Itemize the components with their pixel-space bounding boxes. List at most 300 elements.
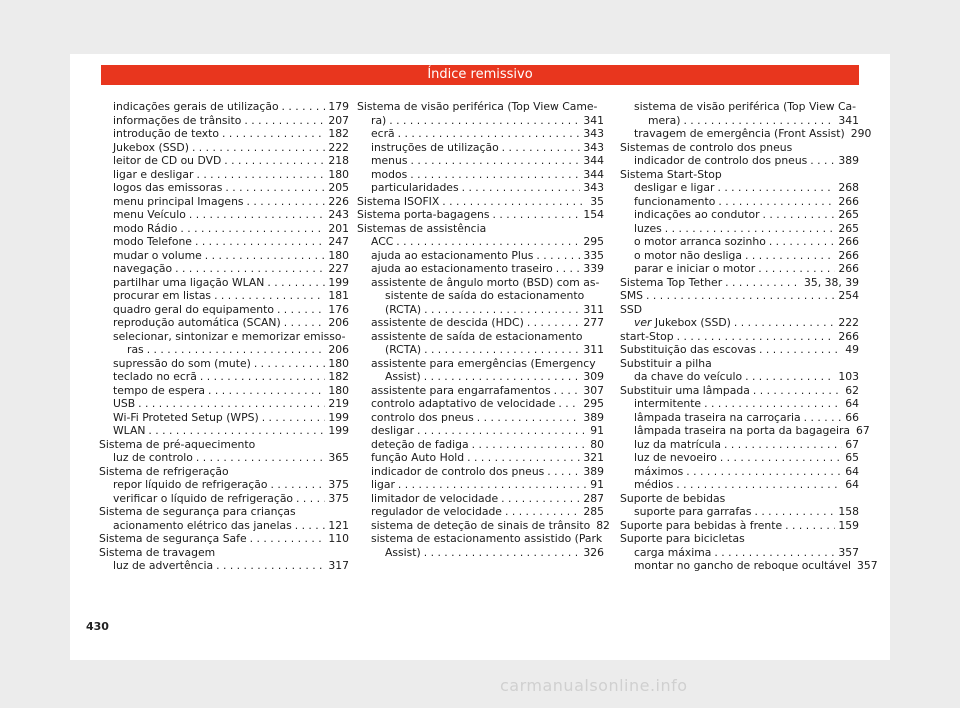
dot-leader — [270, 478, 325, 492]
index-entry — [99, 262, 349, 276]
index-entry — [357, 154, 604, 168]
dot-leader — [714, 546, 835, 560]
index-entry-page: 339 — [583, 262, 604, 275]
index-entry — [620, 384, 859, 398]
index-entry — [620, 559, 878, 573]
index-entry — [357, 195, 604, 209]
index-entry — [357, 249, 604, 263]
index-entry-page: 266 — [838, 329, 859, 343]
index-entry-page: 266 — [838, 235, 859, 248]
index-entry-page: 181 — [328, 289, 349, 302]
index-entry-page: 321 — [583, 451, 604, 464]
index-entry — [99, 208, 349, 222]
dot-leader — [745, 249, 835, 263]
index-entry-page: 335 — [583, 248, 604, 262]
index-entry — [357, 465, 604, 479]
dot-leader — [753, 384, 842, 398]
index-entry — [99, 222, 349, 236]
index-entry — [620, 100, 859, 114]
index-entry — [620, 235, 859, 249]
index-entry-page: 207 — [328, 113, 349, 127]
index-entry — [620, 343, 859, 357]
index-entry — [357, 397, 604, 411]
index-entry-term: Sistema de travagem — [99, 545, 216, 559]
dot-leader — [442, 195, 587, 209]
index-entry-page: 287 — [583, 491, 604, 505]
dot-leader — [763, 208, 836, 222]
index-entry — [357, 181, 604, 195]
index-entry-term: ajuda ao estacionamento Plus — [371, 248, 534, 262]
index-entry-term: Sistema ISOFIX — [357, 194, 440, 208]
index-entry-page: 176 — [328, 302, 349, 316]
index-entry-term: da chave do veículo — [634, 370, 743, 383]
index-entry-page: 389 — [838, 154, 859, 167]
index-entry-term: ras — [127, 343, 144, 356]
dot-leader — [501, 492, 580, 506]
index-entry-page: 290 — [850, 127, 872, 140]
index-column-2 — [357, 100, 610, 559]
index-entry — [357, 424, 604, 438]
index-entry-term: informações de trânsito — [113, 113, 242, 127]
index-entry-page: 389 — [583, 410, 604, 424]
index-entry — [99, 249, 349, 263]
index-entry — [620, 411, 859, 425]
dot-leader — [424, 303, 580, 317]
index-entry-page: 341 — [838, 113, 859, 127]
index-entry-page: 82 — [596, 518, 610, 532]
dot-leader — [250, 532, 326, 546]
index-entry — [99, 303, 349, 317]
dot-leader — [224, 154, 325, 168]
index-entry-page: 49 — [845, 343, 859, 356]
dot-leader — [554, 384, 581, 398]
dot-leader — [718, 195, 835, 209]
index-entry-page: 375 — [328, 478, 349, 491]
index-entry-page: 357 — [838, 545, 859, 559]
index-entry — [357, 438, 604, 452]
index-entry — [99, 465, 349, 479]
index-entry-term: indicador de controlo dos pneus — [371, 464, 545, 478]
index-entry-page: 182 — [328, 370, 349, 383]
index-entry — [357, 168, 604, 182]
index-entry — [620, 370, 859, 384]
index-entry-page: 343 — [583, 140, 604, 154]
index-entry — [620, 438, 859, 452]
index-entry — [99, 316, 349, 330]
index-entry-term: supressão do som (mute) — [113, 356, 251, 370]
index-entry — [620, 316, 859, 330]
index-entry-page: 265 — [838, 208, 859, 221]
index-entry — [620, 127, 872, 141]
dot-leader — [216, 559, 325, 573]
dot-leader — [282, 100, 326, 114]
index-entry-page: 201 — [328, 221, 349, 235]
index-entry-term: ajuda ao estacionamento traseiro — [371, 262, 553, 275]
index-entry-term: reprodução automática (SCAN) — [113, 316, 281, 329]
index-entry-page: 285 — [583, 505, 604, 518]
index-entry-term: intermitente — [634, 397, 702, 410]
index-entry — [99, 127, 349, 141]
index-entry-term: modo Telefone — [113, 235, 192, 248]
index-entry — [620, 289, 859, 303]
index-entry-term: Suporte de bebidas — [620, 491, 726, 505]
index-entry — [620, 154, 859, 168]
dot-leader — [677, 330, 836, 344]
index-entry — [99, 276, 349, 290]
index-entry-page: 35 — [590, 194, 604, 208]
index-entry — [99, 505, 349, 519]
index-entry — [620, 465, 859, 479]
dot-leader — [424, 370, 581, 384]
index-entry — [99, 451, 349, 465]
index-entry-page: 222 — [838, 316, 859, 329]
index-entry-page: 326 — [583, 545, 604, 559]
dot-leader — [192, 141, 325, 155]
index-entry-page: 103 — [838, 370, 859, 383]
index-entry — [99, 343, 349, 357]
index-entry — [99, 100, 349, 114]
index-entry-page: 62 — [845, 383, 859, 397]
dot-leader — [646, 289, 835, 303]
index-entry-term: carga máxima — [634, 545, 712, 559]
index-entry — [99, 424, 349, 438]
index-entry — [99, 438, 349, 452]
index-entry-term: ver Jukebox (SSD) — [634, 316, 731, 329]
dot-leader — [785, 519, 835, 533]
index-entry-term: ligar — [371, 478, 395, 491]
index-entry-term: lâmpada traseira na carroçaria — [634, 410, 801, 424]
dot-leader — [247, 195, 326, 209]
index-entry-term: particularidades — [371, 181, 459, 194]
index-entry-term: assistente de descida (HDC) — [371, 316, 524, 329]
dot-leader — [547, 465, 580, 479]
index-entry-page: 266 — [838, 262, 859, 275]
index-entry-term: Suporte para bebidas à frente — [620, 518, 783, 532]
index-entry-term: acionamento elétrico das janelas — [113, 518, 292, 532]
index-entry — [357, 451, 604, 465]
index-entry-term: (RCTA) — [385, 302, 422, 316]
index-entry-term: montar no gancho de reboque ocultável — [634, 559, 851, 572]
index-entry-term: SSD — [620, 302, 643, 316]
index-entry-term: start-Stop — [620, 329, 674, 343]
index-entry — [620, 276, 859, 290]
index-entry-term: leitor de CD ou DVD — [113, 154, 222, 167]
index-entry-term: verificar o líquido de refrigeração — [113, 491, 294, 505]
index-entry-term: Sistema de visão periférica (Top View Came- — [357, 100, 598, 113]
index-entry-term: SMS — [620, 289, 644, 302]
index-entry — [99, 519, 349, 533]
dot-leader — [558, 397, 580, 411]
index-entry-term: (RCTA) — [385, 343, 422, 356]
index-entry-term: luz de controlo — [113, 451, 193, 464]
dot-leader — [296, 492, 325, 506]
index-entry — [357, 289, 604, 303]
dot-leader — [398, 478, 587, 492]
index-entry-page: 247 — [328, 235, 349, 248]
index-entry-page: 180 — [328, 248, 349, 262]
index-entry-page: 266 — [838, 194, 859, 208]
dot-leader — [424, 343, 580, 357]
index-entry-term: assistente para engarrafamentos — [371, 383, 551, 397]
index-entry-term: procurar em listas — [113, 289, 212, 302]
index-entry — [620, 546, 859, 560]
index-entry-page: 159 — [838, 518, 859, 532]
dot-leader — [556, 262, 581, 276]
index-entry-term: Suporte para bicicletas — [620, 532, 745, 545]
dot-leader — [277, 303, 325, 317]
page-title: Índice remissivo — [101, 65, 859, 85]
dot-leader — [410, 168, 580, 182]
index-entry-term: Wi-Fi Proteted Setup (WPS) — [113, 410, 259, 424]
index-entry-page: 179 — [328, 100, 349, 113]
index-entry-term: modo Rádio — [113, 221, 178, 235]
index-entry-term: Sistema de segurança Safe — [99, 532, 247, 545]
dot-leader — [147, 343, 326, 357]
index-entry — [620, 357, 859, 371]
index-entry-page: 80 — [590, 437, 604, 451]
index-entry-page: 226 — [328, 194, 349, 208]
index-entry — [357, 384, 604, 398]
index-entry-term: máximos — [634, 464, 684, 478]
index-entry — [357, 316, 604, 330]
index-entry — [620, 114, 859, 128]
index-entry — [357, 343, 604, 357]
dot-leader — [720, 451, 842, 465]
index-entry — [99, 532, 349, 546]
index-entry-term: médios — [634, 478, 674, 491]
index-entry-page: 158 — [838, 505, 859, 518]
dot-leader — [262, 411, 326, 425]
index-entry-term: Substituir a pilha — [620, 356, 712, 370]
index-entry-term: menus — [371, 154, 408, 167]
index-entry-page: 307 — [583, 383, 604, 397]
index-entry-page: 218 — [328, 154, 349, 167]
index-entry-page: 66 — [845, 410, 859, 424]
index-entry-page: 180 — [328, 167, 349, 181]
footer-watermark: carmanualsonline.info — [500, 676, 688, 695]
index-entry — [357, 505, 604, 519]
dot-leader — [396, 235, 580, 249]
dot-leader — [804, 411, 843, 425]
index-entry-term: sistema de deteção de sinais de trânsito — [371, 518, 591, 532]
index-entry-page: 64 — [845, 397, 859, 410]
dot-leader — [417, 424, 587, 438]
index-entry-term: tempo de espera — [113, 383, 206, 397]
index-entry — [357, 100, 604, 114]
dot-leader — [462, 181, 581, 195]
index-entry-term: Sistema Start-Stop — [620, 167, 722, 181]
index-entry-term: Sistema de refrigeração — [99, 464, 229, 478]
index-entry — [620, 222, 859, 236]
dot-leader — [195, 235, 325, 249]
index-entry-page: 375 — [328, 491, 349, 505]
index-entry-page: 389 — [583, 464, 604, 478]
index-entry-term: selecionar, sintonizar e memorizar emisso- — [113, 329, 346, 343]
index-entry — [99, 154, 349, 168]
index-entry — [357, 532, 604, 546]
index-entry — [99, 181, 349, 195]
index-entry — [99, 141, 349, 155]
index-entry-term: o motor não desliga — [634, 248, 742, 262]
index-entry — [99, 559, 349, 573]
index-entry-page: 295 — [583, 235, 604, 248]
index-entry — [620, 505, 859, 519]
dot-leader — [225, 181, 325, 195]
index-entry-term: sistema de visão periférica (Top View Ca- — [634, 100, 857, 113]
dot-leader — [477, 411, 581, 425]
dot-leader — [676, 478, 842, 492]
index-entry — [620, 478, 859, 492]
index-entry-term: repor líquido de refrigeração — [113, 478, 268, 491]
index-entry — [357, 235, 604, 249]
index-entry — [620, 195, 859, 209]
index-entry — [357, 262, 604, 276]
index-entry-term: assistente de saída de estacionamento — [371, 329, 583, 343]
index-entry-term: indicador de controlo dos pneus — [634, 154, 808, 167]
index-entry-term: Sistema porta-bagagens — [357, 208, 490, 221]
dot-leader — [810, 154, 835, 168]
index-entry-term: ra) — [371, 113, 387, 127]
dot-leader — [759, 343, 842, 357]
dot-leader — [734, 316, 836, 330]
dot-leader — [505, 505, 580, 519]
index-entry — [357, 357, 604, 371]
index-entry-page: 266 — [838, 248, 859, 262]
index-entry-page: 91 — [590, 424, 604, 437]
index-entry — [357, 478, 604, 492]
index-entry — [99, 289, 349, 303]
dot-leader — [208, 384, 325, 398]
index-entry — [99, 370, 349, 384]
index-entry-term: deteção de fadiga — [371, 437, 469, 451]
index-entry-page: 91 — [590, 478, 604, 491]
index-entry — [620, 424, 870, 438]
dot-leader — [686, 465, 842, 479]
index-entry-page: 311 — [583, 302, 604, 316]
index-entry-page: 254 — [838, 289, 859, 302]
index-entry-term: indicações gerais de utilização — [113, 100, 279, 113]
index-entry — [99, 195, 349, 209]
index-entry — [620, 181, 859, 195]
index-entry-page: 317 — [328, 559, 349, 572]
index-entry-term: modos — [371, 167, 408, 181]
index-entry-term: Assist) — [385, 370, 421, 383]
dot-leader — [758, 262, 835, 276]
index-entry-page: 227 — [328, 262, 349, 275]
index-entry-term: suporte para garrafas — [634, 505, 752, 518]
dot-leader — [148, 424, 325, 438]
dot-leader — [214, 289, 325, 303]
index-entry — [620, 492, 859, 506]
index-entry — [357, 330, 604, 344]
dot-leader — [175, 262, 325, 276]
index-entry — [620, 168, 859, 182]
dot-leader — [205, 249, 326, 263]
dot-leader — [745, 370, 835, 384]
index-entry — [357, 411, 604, 425]
index-entry-page: 265 — [838, 221, 859, 235]
index-entry-page: 219 — [328, 397, 349, 410]
index-entry — [620, 249, 859, 263]
index-entry-term: o motor arranca sozinho — [634, 235, 766, 248]
index-entry — [357, 141, 604, 155]
index-entry-page: 35, 38, 39 — [804, 275, 859, 289]
index-entry-term: WLAN — [113, 424, 146, 437]
index-entry-term: ecrã — [371, 127, 395, 140]
index-entry — [357, 546, 604, 560]
index-entry-page: 277 — [583, 316, 604, 329]
index-entry-term: Sistema de pré-aquecimento — [99, 437, 256, 451]
dot-leader — [472, 438, 588, 452]
dot-leader — [295, 519, 326, 533]
index-entry — [99, 168, 349, 182]
index-entry-page: 311 — [583, 343, 604, 356]
index-entry — [620, 208, 859, 222]
index-entry — [357, 114, 604, 128]
index-entry-page: 199 — [328, 424, 349, 437]
index-entry-term: desligar e ligar — [634, 181, 715, 194]
dot-leader — [725, 276, 801, 290]
index-entry — [357, 492, 604, 506]
index-entry-term: assistente de ângulo morto (BSD) com as- — [371, 275, 600, 289]
index-entry-term: Jukebox (SSD) — [113, 140, 189, 154]
index-entry-term: ligar e desligar — [113, 167, 194, 181]
index-entry — [99, 384, 349, 398]
index-entry-page: 67 — [856, 424, 870, 437]
index-entry-term: funcionamento — [634, 194, 716, 208]
dot-leader — [683, 114, 835, 128]
dot-leader — [284, 316, 326, 330]
index-entry-term: limitador de velocidade — [371, 491, 499, 505]
dot-leader — [769, 235, 836, 249]
dot-leader — [410, 154, 580, 168]
index-entry — [620, 262, 859, 276]
index-entry-page: 67 — [845, 437, 859, 451]
index-entry-term: luz da matrícula — [634, 437, 722, 451]
index-entry-term: Assist) — [385, 545, 421, 559]
index-entry — [99, 397, 349, 411]
index-entry-term: luzes — [634, 221, 662, 235]
dot-leader — [180, 222, 325, 236]
dot-leader — [398, 127, 581, 141]
index-entry-term: instruções de utilização — [371, 140, 499, 154]
index-entry-term: menu Veículo — [113, 208, 186, 221]
index-entry-term: navegação — [113, 262, 173, 275]
index-entry-page: 65 — [845, 451, 859, 464]
index-entry-term: indicações ao condutor — [634, 208, 760, 221]
index-entry-term: Sistemas de controlo dos pneus — [620, 140, 793, 154]
index-entry-term: logos das emissoras — [113, 181, 223, 194]
dot-leader — [196, 168, 325, 182]
index-entry — [357, 276, 604, 290]
index-entry — [99, 546, 349, 560]
dot-leader — [492, 208, 580, 222]
index-entry — [357, 303, 604, 317]
index-entry-term: regulador de velocidade — [371, 505, 502, 518]
index-entry-term: menu principal Imagens — [113, 194, 244, 208]
index-entry — [99, 411, 349, 425]
page-number: 430 — [86, 620, 109, 633]
index-entry-page: 64 — [845, 464, 859, 478]
dot-leader — [389, 114, 580, 128]
index-entry — [357, 370, 604, 384]
index-entry-page: 110 — [328, 532, 349, 545]
dot-leader — [138, 397, 325, 411]
index-entry — [620, 532, 859, 546]
index-entry-term: Sistemas de assistência — [357, 221, 487, 235]
index-entry — [620, 397, 859, 411]
index-entry — [99, 114, 349, 128]
